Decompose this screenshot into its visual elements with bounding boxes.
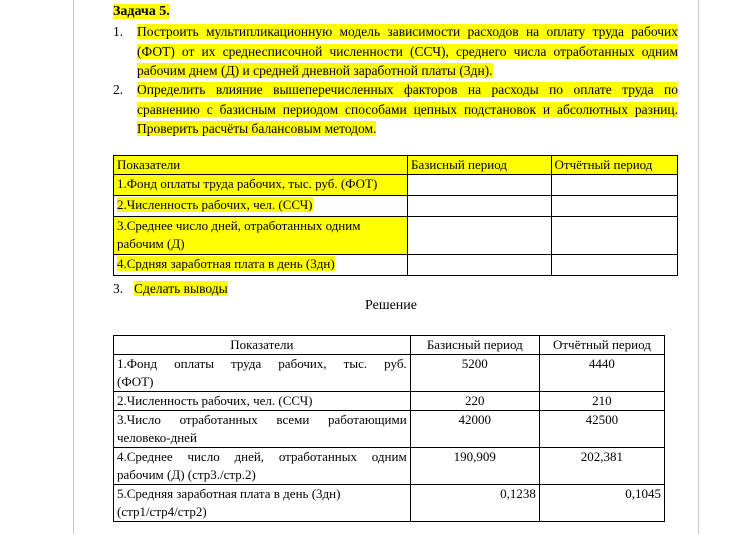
task-table-header — [114, 156, 678, 175]
solution-table-label-line-2: (ФОТ) — [117, 374, 154, 389]
solution-table-cell-report: 210 — [539, 392, 664, 411]
solution-table-label-line-1: 5.Средняя заработная плата в день (3дн) — [117, 486, 341, 501]
task-table-cell-label: 1.Фонд оплаты труда рабочих, тыс. руб. (ФОТ) — [114, 175, 408, 196]
task-table-cell-base — [408, 196, 552, 217]
item-1-line-2: (ФОТ) от их среднесписочной численности (ССЧ), среднего числа отработанных одним — [137, 43, 678, 59]
solution-table-cell-report: 0,1045 — [539, 485, 664, 522]
item-1-text — [137, 22, 678, 81]
task-title-text: Задача 5. — [113, 4, 170, 19]
solution-table-row — [114, 392, 665, 411]
task-table-label-line-1: 3.Среднее число дней, отработанных одним — [117, 218, 361, 233]
task-table-cell-base — [408, 217, 552, 255]
solution-table-header-indicator: Показатели — [114, 336, 411, 355]
solution-table-header — [114, 336, 665, 355]
solution-table-cell-base: 220 — [410, 392, 539, 411]
task-table-cell-label — [114, 217, 408, 255]
item-2-number: 2. — [113, 82, 124, 97]
task-table-cell-report — [551, 255, 677, 276]
solution-table-cell-label — [114, 392, 411, 411]
solution-table-label-line-2: человеко-дней — [117, 430, 197, 445]
solution-table-cell-label — [114, 411, 411, 448]
solution-table-row — [114, 448, 665, 485]
solution-heading: Решение — [365, 298, 418, 313]
page-margin-left — [73, 0, 74, 534]
task-table-cell-report — [551, 175, 677, 196]
task-table-cell-report — [551, 196, 677, 217]
task-table-cell-base — [408, 175, 552, 196]
solution-table-row — [114, 411, 665, 448]
item-1-number: 1. — [113, 24, 124, 39]
solution-table-header-report: Отчётный период — [539, 336, 664, 355]
item-1-line-3: рабочим днем (Д) и средней дневной заработной платы (3дн). — [137, 63, 493, 78]
item-2-line-2: сравнению с базисным периодом способами цепных подстановок и абсолютных разниц. — [137, 101, 678, 117]
task-table-row — [114, 196, 678, 217]
solution-table-cell-base: 5200 — [410, 355, 539, 392]
task-table-label-text: 4.Срдняя заработная плата в день (3дн) — [117, 256, 335, 271]
solution-table-label-line-1: 4.Среднее число дней, отработанных одним — [117, 449, 407, 464]
task-table-label-line-2: рабочим (Д) — [117, 236, 185, 251]
item-3-text — [134, 279, 228, 299]
task-table-row — [114, 217, 678, 255]
solution-table-header-base: Базисный период — [410, 336, 539, 355]
item-1-line-1: Построить мультипликационную модель зависимости расходов на оплату труда рабочих — [137, 24, 678, 39]
task-title — [113, 3, 170, 21]
item-3-number: 3. — [113, 281, 124, 296]
task-table-header-report: Отчётный период — [551, 156, 677, 175]
solution-table-cell-base: 190,909 — [410, 448, 539, 485]
task-table-label-text: 2.Численность рабочих, чел. (ССЧ) — [117, 197, 313, 212]
task-table-cell-label — [114, 255, 408, 276]
solution-table-label-line-2: рабочим (Д) (стр3./стр.2) — [117, 467, 256, 482]
solution-table-cell-label — [114, 485, 411, 522]
page-margin-right — [698, 0, 699, 534]
solution-table-cell-base: 0,1238 — [410, 485, 539, 522]
task-table — [113, 155, 678, 276]
item-2-text — [137, 80, 678, 139]
task-table-row — [114, 255, 678, 276]
solution-table-cell-label — [114, 448, 411, 485]
solution-table-label-line-1: 1.Фонд оплаты труда рабочих, тыс. руб. — [117, 356, 407, 371]
solution-table-cell-report: 42500 — [539, 411, 664, 448]
solution-table-row — [114, 355, 665, 392]
task-table-cell-label — [114, 196, 408, 217]
solution-table-cell-base: 42000 — [410, 411, 539, 448]
solution-table — [113, 335, 665, 522]
item-2-line-3: Проверить расчёты балансовым методом. — [137, 121, 377, 136]
solution-table-cell-report: 202,381 — [539, 448, 664, 485]
solution-table-label-line-1: 3.Число отработанных всеми работающими — [117, 412, 407, 427]
item-3-line-1: Сделать выводы — [134, 281, 228, 296]
item-2-line-1: Определить влияние вышеперечисленных факторов на расходы по оплате труда по — [137, 82, 678, 97]
solution-table-label-line-2: (стр1/стр4/стр2) — [117, 504, 207, 519]
task-table-header-indicator: Показатели — [114, 156, 408, 175]
task-table-header-base: Базисный период — [408, 156, 552, 175]
task-table-row — [114, 175, 678, 196]
task-table-cell-report — [551, 217, 677, 255]
task-table-cell-base — [408, 255, 552, 276]
solution-table-cell-report: 4440 — [539, 355, 664, 392]
solution-table-cell-label — [114, 355, 411, 392]
solution-table-label-line-1: 2.Численность рабочих, чел. (ССЧ) — [117, 393, 313, 408]
solution-table-row — [114, 485, 665, 522]
